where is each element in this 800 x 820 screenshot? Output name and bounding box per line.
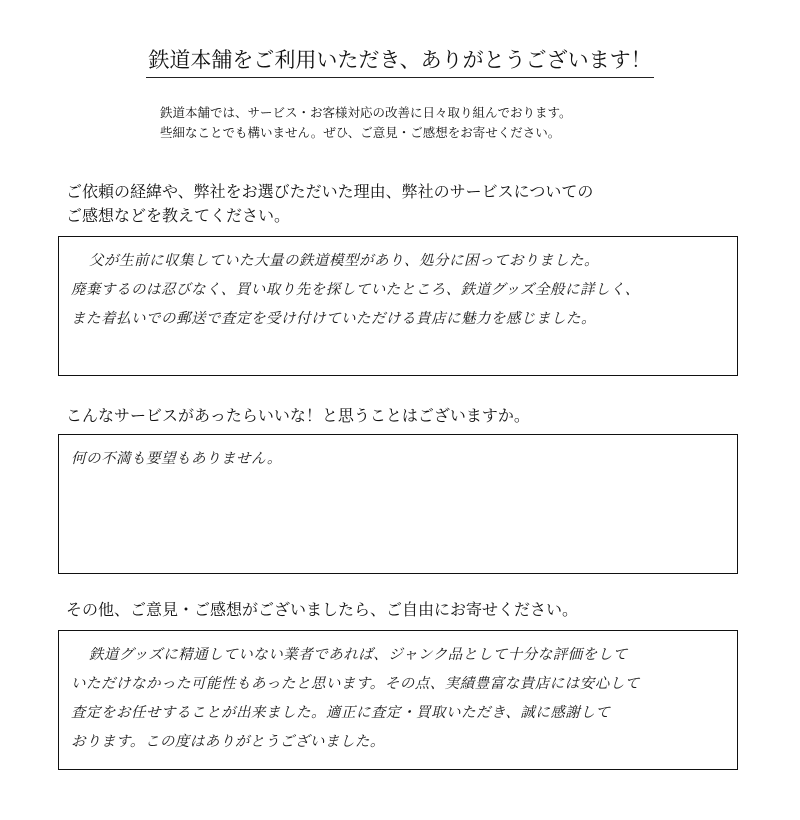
answer-3-line-4: おります。この度はありがとうございました。: [71, 734, 385, 750]
answer-2-line-1: 何の不満も要望もありません。: [71, 451, 282, 467]
page-title: [0, 46, 800, 78]
answer-3-line-2: いただけなかった可能性もあったと思います。その点、実績豊富な貴店には安心して: [71, 676, 640, 692]
intro-line-2: 些細なことでも構いません。ぜひ、ご意見・ご感想をお寄せください。: [160, 125, 561, 140]
intro-text: [160, 103, 572, 143]
page-title-text: 鉄道本舗をご利用いただき、ありがとうございます！: [146, 46, 653, 78]
answer-1-line-3: また着払いでの郵送で査定を受け付けていただける貴店に魅力を感じました。: [71, 311, 596, 327]
question-2-line-1: こんなサービスがあったらいいな！と思うことはございますか。: [66, 406, 530, 425]
question-1: [66, 180, 593, 228]
answer-box-3: [58, 630, 738, 770]
answer-3-line-3: 査定をお任せすることが出来ました。適正に査定・買取いただき、誠に感謝して: [71, 705, 611, 721]
answer-3-line-1: 鉄道グッズに精通していない業者であれば、ジャンク品として十分な評価をして: [89, 647, 628, 663]
question-2: [66, 404, 530, 428]
intro-line-1: 鉄道本舗では、サービス・お客様対応の改善に日々取り組んでおります。: [160, 105, 572, 120]
answer-box-1: [58, 236, 738, 376]
answer-1-line-1: 父が生前に収集していた大量の鉄道模型があり、処分に困っておりました。: [89, 253, 599, 269]
answer-box-2: [58, 434, 738, 574]
question-1-line-2: ご感想などを教えてください。: [66, 206, 291, 225]
question-3: [66, 598, 578, 622]
question-3-line-1: その他、ご意見・ご感想がございましたら、ご自由にお寄せください。: [66, 600, 579, 619]
answer-1-line-2: 廃棄するのは忍びなく、買い取り先を探していたところ、鉄道グッズ全般に詳しく、: [71, 282, 640, 298]
question-1-line-1: ご依頼の経緯や、弊社をお選びただいた理由、弊社のサービスについての: [66, 182, 594, 201]
